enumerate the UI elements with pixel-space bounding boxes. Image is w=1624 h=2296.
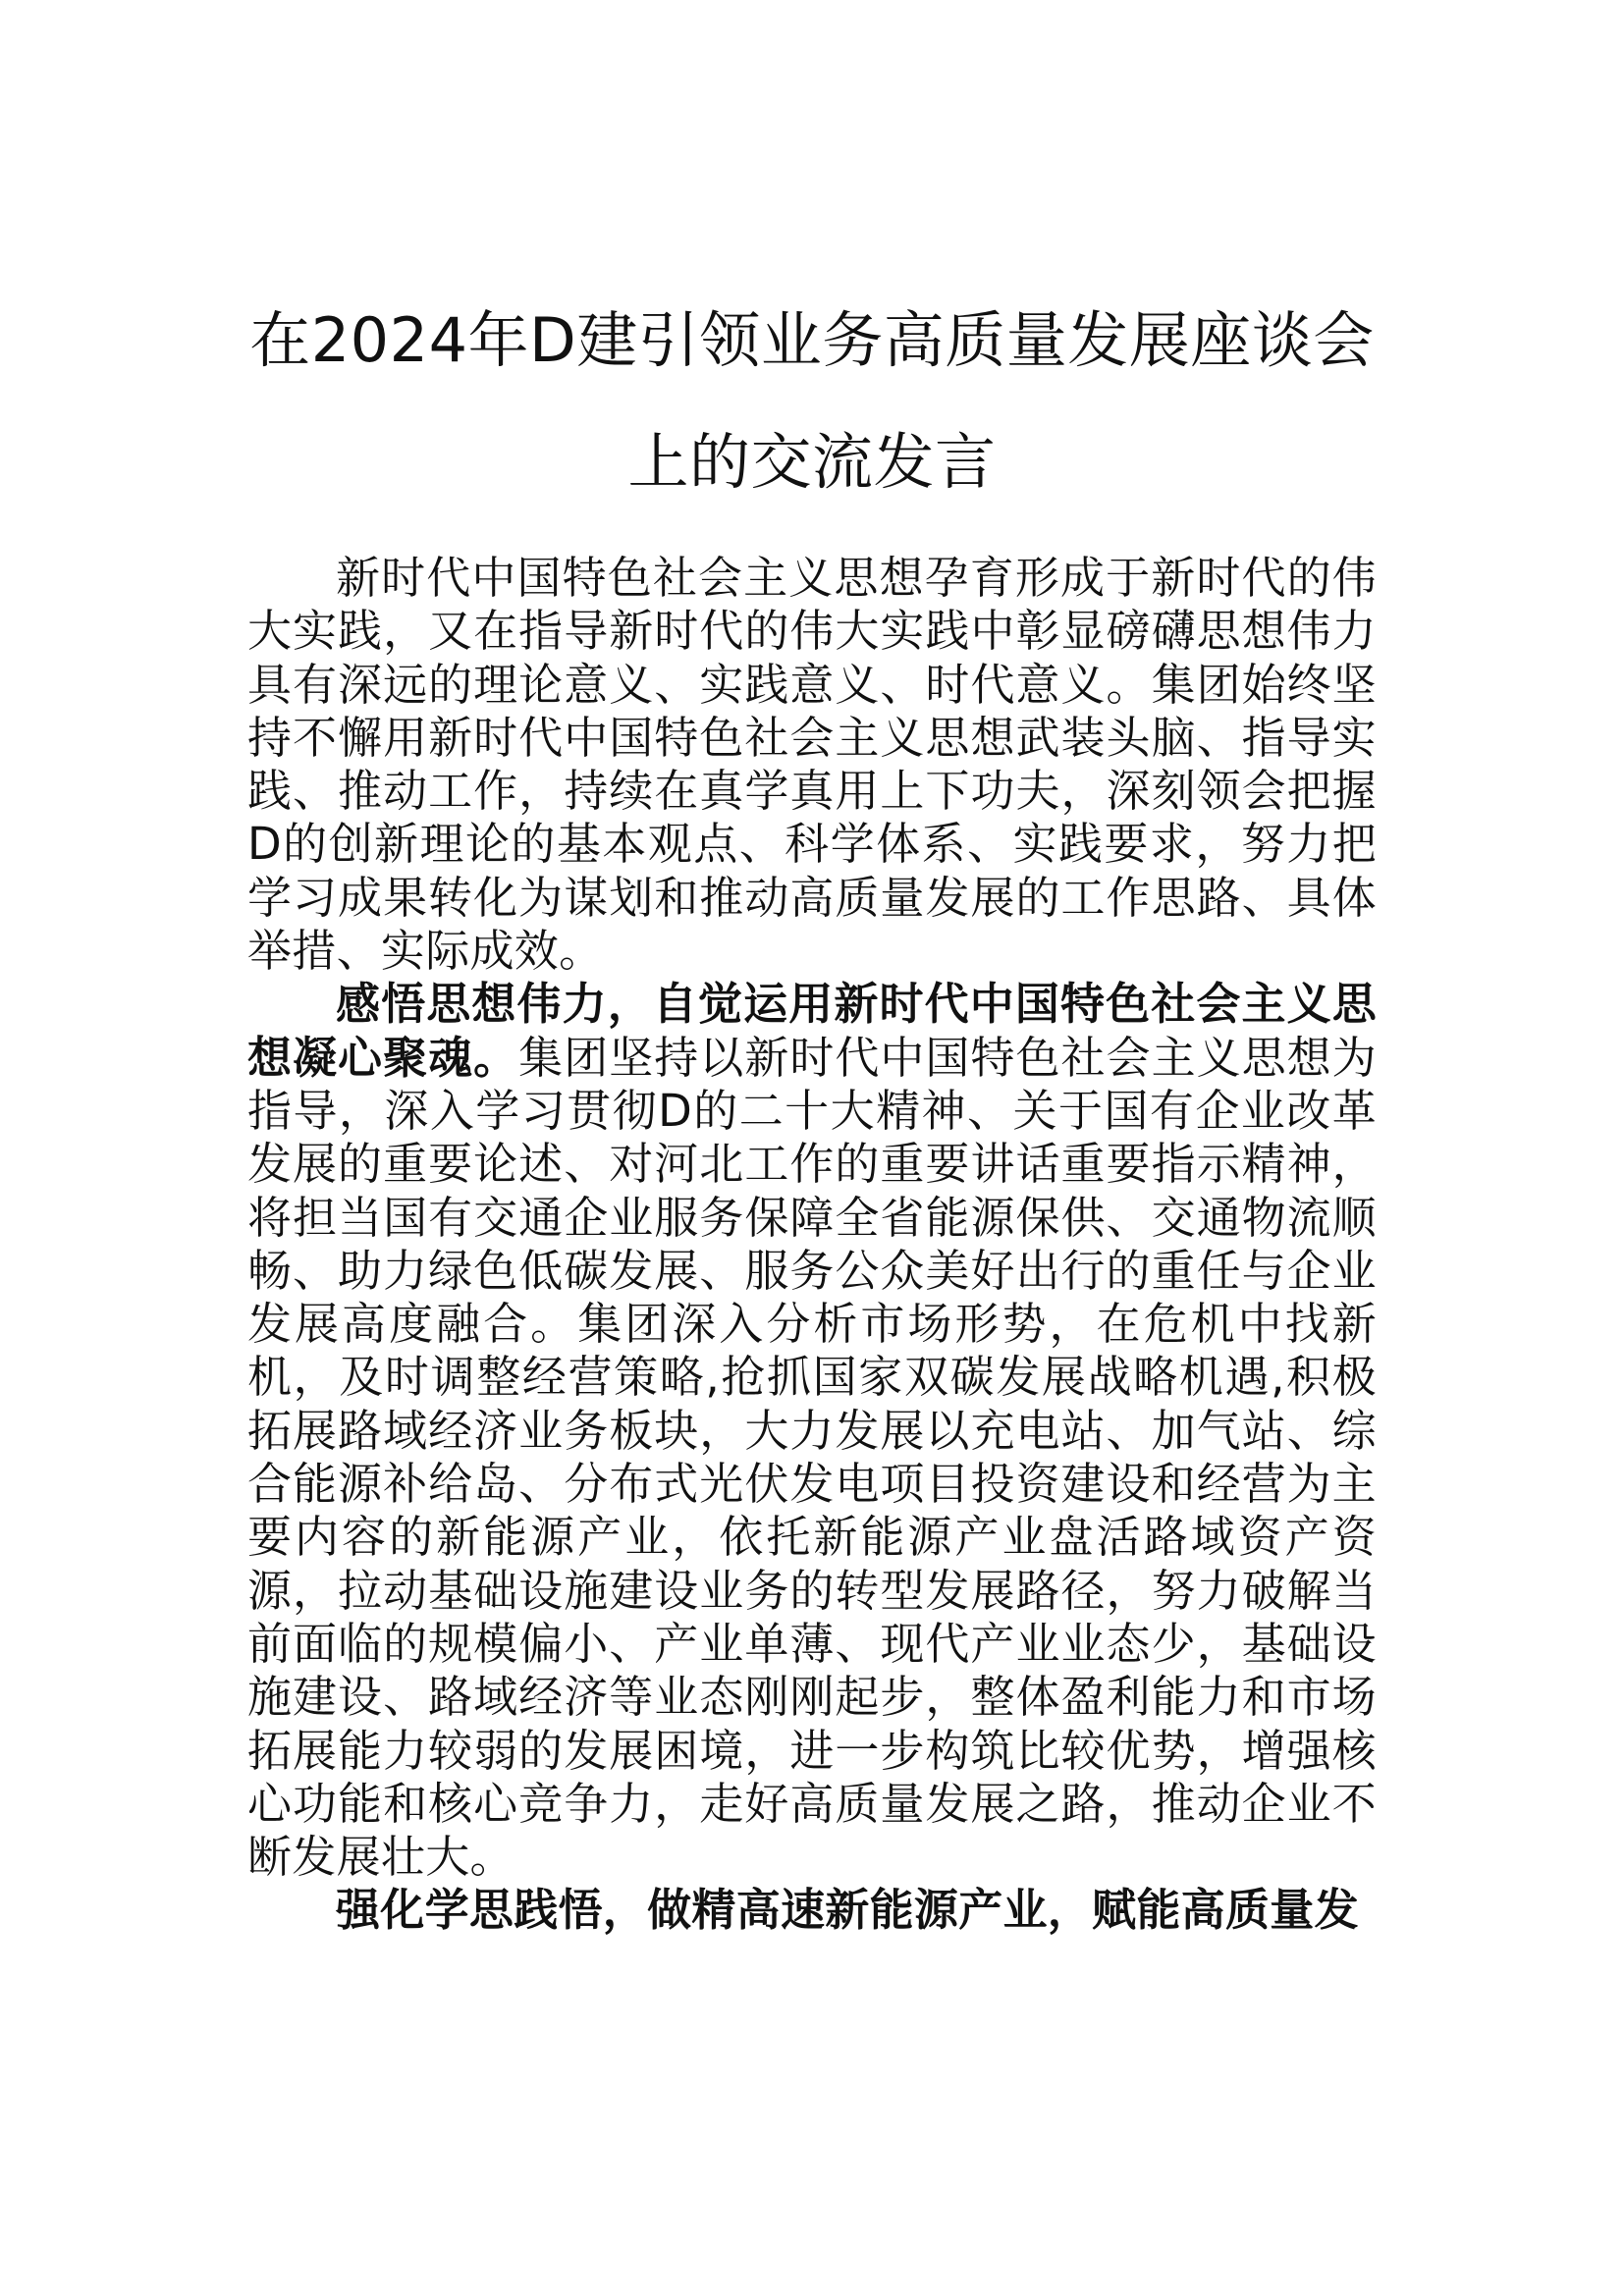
title-line-1: 在2024年D建引领业务高质量发展座谈会 xyxy=(249,304,1375,376)
paragraph-intro xyxy=(247,552,1377,978)
paragraph-section-2 xyxy=(247,1884,1377,1937)
paragraph-lead-heading: 感悟思想伟力，自觉运用新时代中国特色社会主义思想凝心聚魂。 xyxy=(247,978,1377,1084)
paragraph-lead-heading: 强化学思践悟，做精高速新能源产业，赋能高质量发 xyxy=(336,1884,1359,1937)
document-body xyxy=(247,552,1377,1938)
document-title xyxy=(226,280,1398,523)
paragraph-section-1 xyxy=(247,978,1377,1884)
paragraph-text: 集团坚持以新时代中国特色社会主义思想为指导，深入学习贯彻D的二十大精神、关于国有企业改革发展的重要论述、对河北工作的重要讲话重要指示精神，将担当国有交通企业服务保障全省能源保供、交通物流顺畅、助力绿色低碳发展、服务公众美好出行的重任与企业发展高度融合。集团深入分析市场形势，在危机中找新机，及时调整经营策略,抢抓国家双碳发展战略机遇,积极拓展路域经济业务板块，大力发展以充电站、加气站、综合能源补给岛、分布式光伏发电项目投资建设和经营为主要内容的新能源产业，依托新能源产业盘活路域资产资源，拉动基础设施建设业务的转型发展路径，努力破解当前面临的规模偏小、产业单薄、现代产业业态少，基础设施建设、路域经济等业态刚刚起步，整体盈利能力和市场拓展能力较弱的发展困境，进一步构筑比较优势，增强核心功能和核心竞争力，走好高质量发展之路，推动企业不断发展壮大。 xyxy=(247,1031,1377,1884)
paragraph-text: 新时代中国特色社会主义思想孕育形成于新时代的伟大实践，又在指导新时代的伟大实践中彰显磅礴思想伟力具有深远的理论意义、实践意义、时代意义。集团始终坚持不懈用新时代中国特色社会主义思想武装头脑、指导实践、推动工作，持续在真学真用上下功夫，深刻领会把握D的创新理论的基本观点、科学体系、实践要求，努力把学习成果转化为谋划和推动高质量发展的工作思路、具体举措、实际成效。 xyxy=(247,552,1377,978)
title-line-2: 上的交流发言 xyxy=(627,426,997,498)
